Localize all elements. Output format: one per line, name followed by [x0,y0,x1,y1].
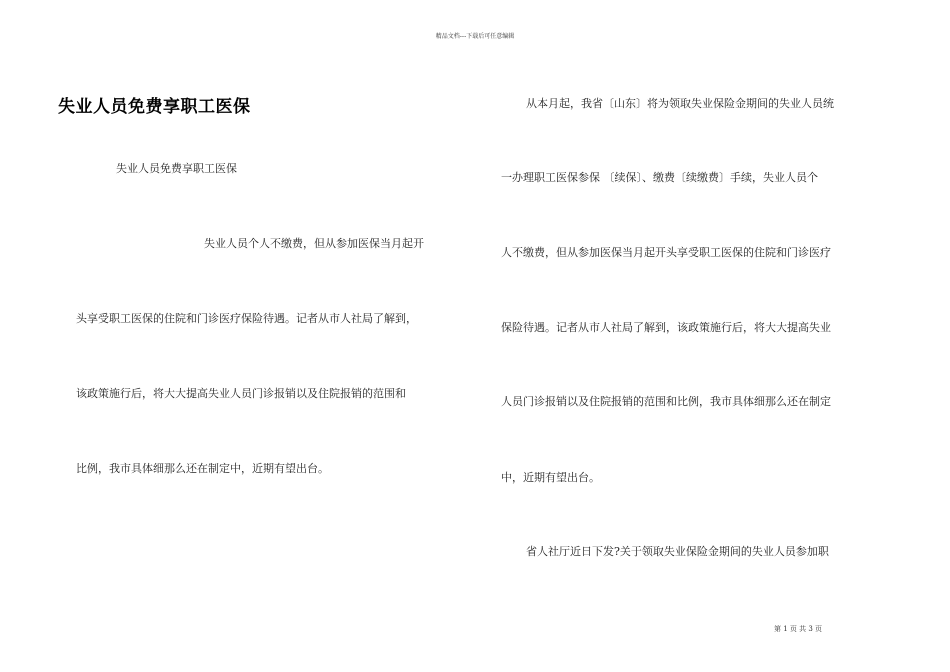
left-paragraph-line: 该政策施行后，将大大提高失业人员门诊报销以及住院报销的范围和 [76,387,406,400]
right-paragraph-line: 保险待遇。记者从市人社局了解到，该政策施行后，将大大提高失业 [501,321,831,334]
right-paragraph-line: 一办理职工医保参保 〔续保〕、缴费〔续缴费〕手续，失业人员个 [501,171,818,184]
right-paragraph-line: 中，近期有望出台。 [501,471,600,484]
right-paragraph-line: 人不缴费，但从参加医保当月起开头享受职工医保的住院和门诊医疗 [501,246,831,259]
left-paragraph-line: 比例，我市具体细那么还在制定中，近期有望出台。 [76,462,329,475]
left-paragraph-line: 头享受职工医保的住院和门诊医疗保险待遇。记者从市人社局了解到， [76,312,417,325]
header-note: 精品文档---下载后可任意编辑 [435,33,515,40]
left-paragraph-line: 失业人员个人不缴费，但从参加医保当月起开 [204,237,424,250]
right-paragraph-line: 从本月起，我省〔山东〕将为领取失业保险金期间的失业人员统 [526,97,834,110]
document-title: 失业人员免费享职工医保 [58,97,251,117]
left-subtitle: 失业人员免费享职工医保 [116,162,237,175]
page-number: 第 1 页 共 3 页 [774,625,823,633]
right-paragraph-line: 省人社厅近日下发?关于领取失业保险金期间的失业人员参加职 [526,545,829,558]
right-paragraph-line: 人员门诊报销以及住院报销的范围和比例，我市具体细那么还在制定 [501,395,831,408]
